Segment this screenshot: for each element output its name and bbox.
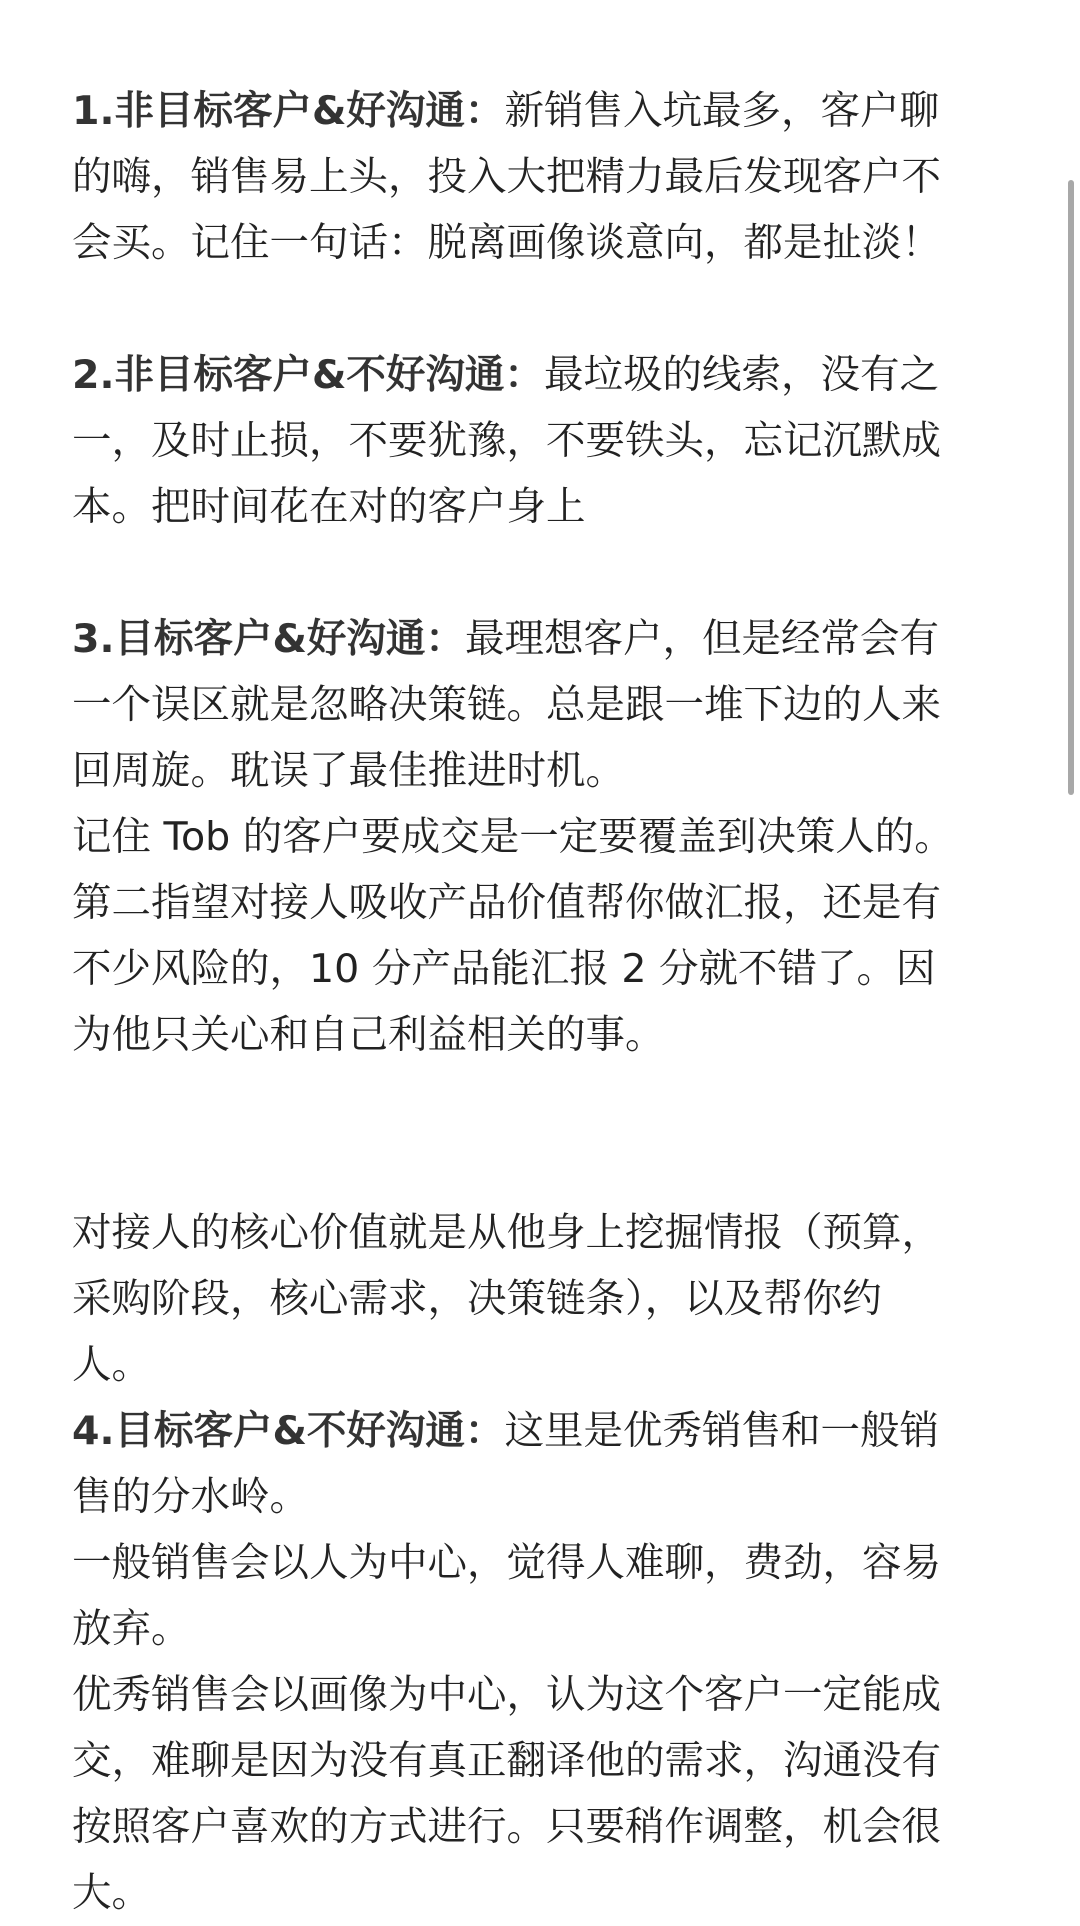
text-line: 本。把时间花在对的客户身上 <box>72 484 586 530</box>
text-span: 最垃圾的线索，没有之 <box>543 352 939 398</box>
text-line: 按照客户喜欢的方式进行。只要稍作调整，机会很 <box>72 1804 941 1850</box>
text-span: 最理想客户，但是经常会有 <box>464 616 939 662</box>
paragraph-gap <box>72 540 1017 606</box>
text-span: 新销售入坑最多，客户聊 <box>504 88 939 134</box>
text-line: 不少风险的，10 分产品能汇报 2 分就不错了。因 <box>72 946 936 992</box>
text-line <box>72 342 1017 408</box>
text-line: 交，难聊是因为没有真正翻译他的需求，沟通没有 <box>72 1738 941 1784</box>
section-heading: 4.目标客户&不好沟通： <box>72 1408 505 1454</box>
text-line: 回周旋。耽误了最佳推进时机。 <box>72 748 625 794</box>
text-line: 一般销售会以人为中心，觉得人难聊，费劲，容易 <box>72 1540 941 1586</box>
text-line: 对接人的核心价值就是从他身上挖掘情报（预算， <box>72 1210 941 1256</box>
text-line: 人。 <box>72 1342 151 1388</box>
section-heading: 3.目标客户&好沟通： <box>72 616 465 662</box>
text-line: 放弃。 <box>72 1606 191 1652</box>
text-line: 售的分水岭。 <box>72 1474 309 1520</box>
text-line: 优秀销售会以画像为中心，认为这个客户一定能成 <box>72 1672 941 1718</box>
text-line <box>72 78 1017 144</box>
text-line: 大。 <box>72 1870 151 1916</box>
article-body <box>72 78 1017 1926</box>
scrollbar-thumb[interactable] <box>1068 180 1074 795</box>
section-heading: 1.非目标客户&好沟通： <box>72 88 505 134</box>
text-line: 采购阶段，核心需求，决策链条），以及帮你约 <box>72 1276 882 1322</box>
text-line <box>72 1398 1017 1464</box>
text-line <box>72 606 1017 672</box>
section-heading: 2.非目标客户&不好沟通： <box>72 352 544 398</box>
text-line: 第二指望对接人吸收产品价值帮你做汇报，还是有 <box>72 880 941 926</box>
text-line: 会买。记住一句话：脱离画像谈意向，都是扯淡！ <box>72 220 941 266</box>
text-line: 记住 Tob 的客户要成交是一定要覆盖到决策人的。 <box>72 814 954 860</box>
paragraph-gap <box>72 1068 1017 1200</box>
paragraph-gap <box>72 276 1017 342</box>
text-line: 一，及时止损，不要犹豫，不要铁头，忘记沉默成 <box>72 418 941 464</box>
text-line: 的嗨，销售易上头，投入大把精力最后发现客户不 <box>72 154 941 200</box>
text-line: 为他只关心和自己利益相关的事。 <box>72 1012 665 1058</box>
text-line: 一个误区就是忽略决策链。总是跟一堆下边的人来 <box>72 682 941 728</box>
text-span: 这里是优秀销售和一般销 <box>504 1408 939 1454</box>
